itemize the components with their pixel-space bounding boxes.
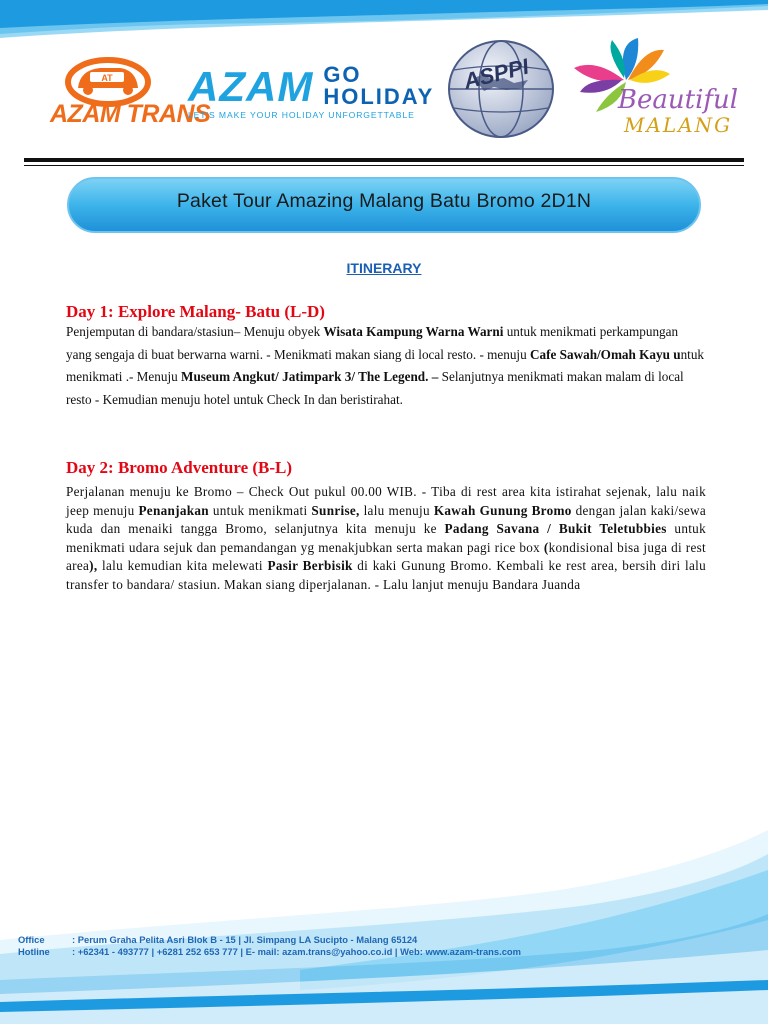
malang-text: MALANG <box>623 113 733 137</box>
header-divider-thin <box>24 165 744 166</box>
azam-trans-brand-text: AZAM TRANS <box>50 100 211 128</box>
header-divider-thick <box>24 158 744 162</box>
footer-hotline-row <box>18 946 521 958</box>
holiday-word: HOLIDAY <box>323 84 435 109</box>
azam-go-holiday-logo <box>188 62 435 120</box>
beautiful-text: Beautiful <box>617 85 739 115</box>
day2-title: Day 2: Bromo Adventure (B-L) <box>66 458 293 477</box>
beautiful-malang-logo-icon <box>566 34 746 140</box>
office-address: : Perum Graha Pelita Asri Blok B - 15 | Jl. Simpang LA Sucipto - Malang 65124 <box>72 934 418 945</box>
page-title: Paket Tour Amazing Malang Batu Bromo 2D1N <box>176 190 592 212</box>
svg-text:AT: AT <box>101 73 113 83</box>
day1-title: Day 1: Explore Malang- Batu (L-D) <box>66 302 325 321</box>
day2-paragraph: Perjalanan menuju ke Bromo – Check Out pukul 00.00 WIB. - Tiba di rest area kita istirahat sejenak, lalu naik jeep menuju Penanjakan untuk menikmati Sunrise, lalu menuju Kawah Gunung Bromo dengan jalan kaki/sewa kuda dan menaiki tangga Bromo, selanjutnya kita menuju ke Padang Savana / Bukit Teletubbies untuk menikmati udara sejuk dan pemandangan yg menakjubkan serta makan pagi rice box (kondisional bisa juga di rest area), lalu kemudian kita melewati Pasir Berbisik di kaki Gunung Bromo. Kembali ke rest area, bersih diri lalu transfer to bandara/ stasiun. Makan siang diperjalanan. - Lalu lanjut menuju Bandara Juanda <box>66 484 707 592</box>
hotline-label: Hotline <box>18 946 50 957</box>
office-label: Office <box>18 934 45 945</box>
day1-paragraph: Penjemputan di bandara/stasiun– Menuju obyek Wisata Kampung Warna Warni untuk menikmati perkampungan yang sengaja di buat berwarna warni. - Menikmati makan siang di local resto. - menuju Cafe Sawah/Omah Kayu untuk menikmati .- Menuju Museum Angkut/ Jatimpark 3/ The Legend. – Selanjutnya menikmati makan malam di local resto - Kemudian menuju hotel untuk Check In dan beristirahat. <box>66 324 705 407</box>
footer-office-row <box>18 934 521 946</box>
asppi-globe-logo-icon <box>444 38 559 140</box>
asppi-text: ASPPI <box>461 53 532 94</box>
bottom-wave-decoration <box>0 830 768 1024</box>
go-holiday-tagline: LET'S MAKE YOUR HOLIDAY UNFORGETTABLE <box>188 110 415 120</box>
go-word: GO <box>323 62 362 87</box>
azam-word: AZAM <box>188 63 314 110</box>
hotline-contact: : +62341 - 493777 | +6281 252 653 777 | E- mail: azam.trans@yahoo.co.id | Web: www.azam-trans.com <box>72 946 521 957</box>
itinerary-heading: ITINERARY <box>346 260 422 276</box>
footer-contact <box>18 934 521 958</box>
